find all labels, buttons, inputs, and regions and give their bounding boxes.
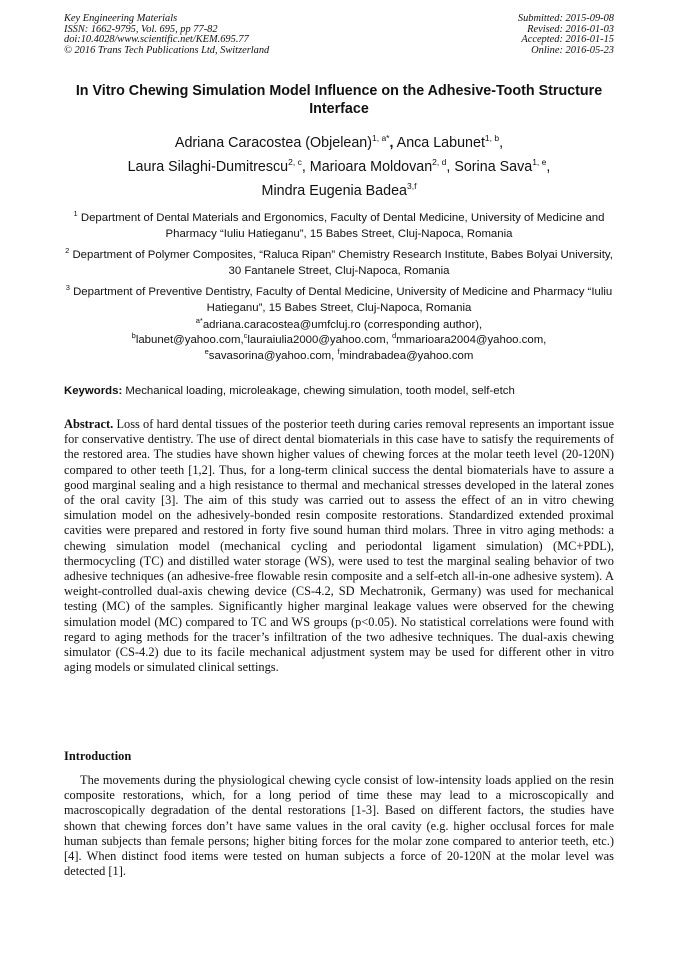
- email-line: [64, 318, 614, 333]
- email-address: lauraiulia2000@yahoo.com,: [247, 334, 389, 347]
- submitted-date: Submitted: 2015-09-08: [517, 13, 614, 24]
- email-mark: d: [391, 331, 397, 341]
- affiliation-1: [64, 211, 614, 242]
- affiliation-text: Department of Preventive Dentistry, Faculty of Dental Medicine, University of Medicine and Pharmacy “Iuliu Hatieganu”, 15 Babes Street, Cluj-Napoca, Romania: [73, 286, 613, 314]
- introduction-paragraph: The movements during the physiological chewing cycle consist of low-intensity loads applied on the resin composite restorations, which, for a long period of time these may lead to a microscopically and macroscopically degradation of the dental restorations [1-3]. Based on different factors, the studies have shown that chewing forces don’t have same values in the oral cavity (e.g. higher occlusal forces for male human subjects than female persons; higher biting forces for the molar zone compared to anterior teeth, etc.) [4]. When distinct food items were tested on human subjects a force of 20-120N at the molar level was detected [1].: [64, 773, 614, 879]
- journal-name: Key Engineering Materials: [64, 13, 178, 24]
- keywords-text: Mechanical loading, microleakage, chewing simulation, tooth model, self-etch: [125, 385, 515, 397]
- doi-line: doi:10.4028/www.scientific.net/KEM.695.77: [64, 34, 249, 46]
- email-address: adriana.caracostea@umfcluj.ro (corresponding author),: [202, 319, 483, 331]
- affiliation-number: 3: [65, 283, 70, 292]
- author-affiliation-mark: 1, b: [484, 133, 500, 143]
- email-address: savasorina@yahoo.com,: [208, 349, 335, 362]
- author-line: Laura Silaghi-Dumitrescu$^{2, c}$, Marioara Moldovan$^{2, d}$, Sorina Sava$^{1, e}$,: [127, 157, 551, 175]
- author-name: Laura Silaghi-Dumitrescu: [127, 159, 289, 175]
- affiliation-number: 2: [65, 246, 70, 255]
- author-name: Adriana Caracostea (Objelean): [174, 135, 372, 151]
- revised-date: Revised: 2016-01-03: [527, 23, 614, 35]
- affiliation-text: Department of Dental Materials and Ergonomics, Faculty of Dental Medicine, University of Medicine and Pharmacy “Iuliu Hatieganu”, 15 Babes Street, Cluj-Napoca, Romania: [80, 212, 605, 240]
- author-name: Anca Labunet: [396, 135, 485, 151]
- author-line: Adriana Caracostea (Objelean)$^{1, a*}$, Anca Labunet$^{1, b}$,: [174, 133, 504, 151]
- author-name: Marioara Moldovan: [309, 159, 433, 175]
- email-mark: b: [131, 331, 136, 341]
- email-address: labunet@yahoo.com,: [135, 334, 244, 347]
- paper-title: In Vitro Chewing Simulation Model Influence on the Adhesive-Tooth Structure Interface: [75, 83, 603, 117]
- author-name: Mindra Eugenia Badea: [261, 183, 407, 199]
- submission-dates: [518, 14, 614, 56]
- copyright-line: © 2016 Trans Tech Publications Ltd, Switzerland: [64, 44, 270, 56]
- author-name: Sorina Sava: [454, 159, 533, 175]
- abstract-label: Abstract.: [64, 417, 114, 431]
- email-line: [64, 346, 614, 364]
- accepted-date: Accepted: 2016-01-15: [521, 34, 614, 46]
- keywords-label: Keywords:: [64, 385, 123, 397]
- affiliation-text: Department of Polymer Composites, “Raluca Ripan” Chemistry Research Institute, Babes Bolyai University, 30 Fantanele Street, Cluj-Napoca, Romania: [72, 249, 613, 277]
- online-date: Online: 2016-05-23: [531, 44, 614, 56]
- author-affiliation-mark: 3,f: [407, 181, 417, 191]
- author-affiliation-mark: 1, a*: [372, 133, 390, 143]
- affiliation-number: 1: [73, 209, 78, 218]
- affiliation-3: [64, 285, 614, 316]
- keywords-line: [64, 384, 614, 399]
- author-affiliation-mark: 2, c: [288, 157, 302, 167]
- email-mark: c: [243, 331, 248, 341]
- email-address: mindrabadea@yahoo.com: [339, 349, 474, 362]
- affiliation-2: [64, 248, 614, 279]
- email-mark: f: [337, 346, 340, 356]
- abstract-text: Loss of hard dental tissues of the posterior teeth during caries removal represents an important issue for conservative dentistry. The use of direct dental biomaterials in this case have to satisfy the requirements of the restored area. The studies have shown higher values of chewing forces at the molar teeth level (20-120N) compared to other teeth [1,2]. Thus, for a long-term clinical success the dental biomaterials have to assure a good marginal sealing and a high resistance to thermal and mechanical stresses developed in the lateral zones of the oral cavity [3]. The aim of this study was carried out to assess the effect of an in vitro chewing simulation model on the adhesively-bonded resin composite restorations. Standardized extended proximal cavities were prepared and restored in forty five sound human third molars. Three in vitro aging methods: a chewing simulation model (mechanical cycling and periodontal ligament simulation) (MC+PDL), thermocycling (TC) and distilled water storage (WS), were used to test the marginal sealing behavior of two adhesive techniques (an adhesive-free flowable resin composite and a self-etch all-in-one adhesive system). A weight-controlled dual-axis chewing device (CS-4.2, SD Mechatronik, Germany) was used for mechanical testing (MC) of the samples. Significantly higher marginal leakage values were observed for the chewing simulation model (MC) compared to TC and WS groups (p<0.05). No statistical correlations were found with regard to aging methods for the tracer’s infiltration of the two adhesive techniques. The dual-axis chewing simulator (CS-4.2) due to its facile mechanical adjustment system may be used for different other in vitro aging models or simulated clinical settings.: [64, 417, 614, 675]
- email-address: mmarioara2004@yahoo.com,: [396, 334, 547, 347]
- author-line: [64, 179, 614, 203]
- author-affiliation-mark: 1, e: [532, 157, 547, 167]
- author-affiliation-mark: 2, d: [432, 157, 447, 167]
- email-mark: e: [204, 346, 209, 356]
- journal-info: [64, 14, 269, 56]
- email-mark: a*: [195, 316, 203, 325]
- issn-line: ISSN: 1662-9795, Vol. 695, pp 77-82: [64, 23, 218, 35]
- author-list: [64, 131, 614, 203]
- introduction-heading: Introduction: [64, 749, 132, 763]
- abstract-paragraph: [64, 417, 614, 675]
- email-list: [64, 318, 614, 364]
